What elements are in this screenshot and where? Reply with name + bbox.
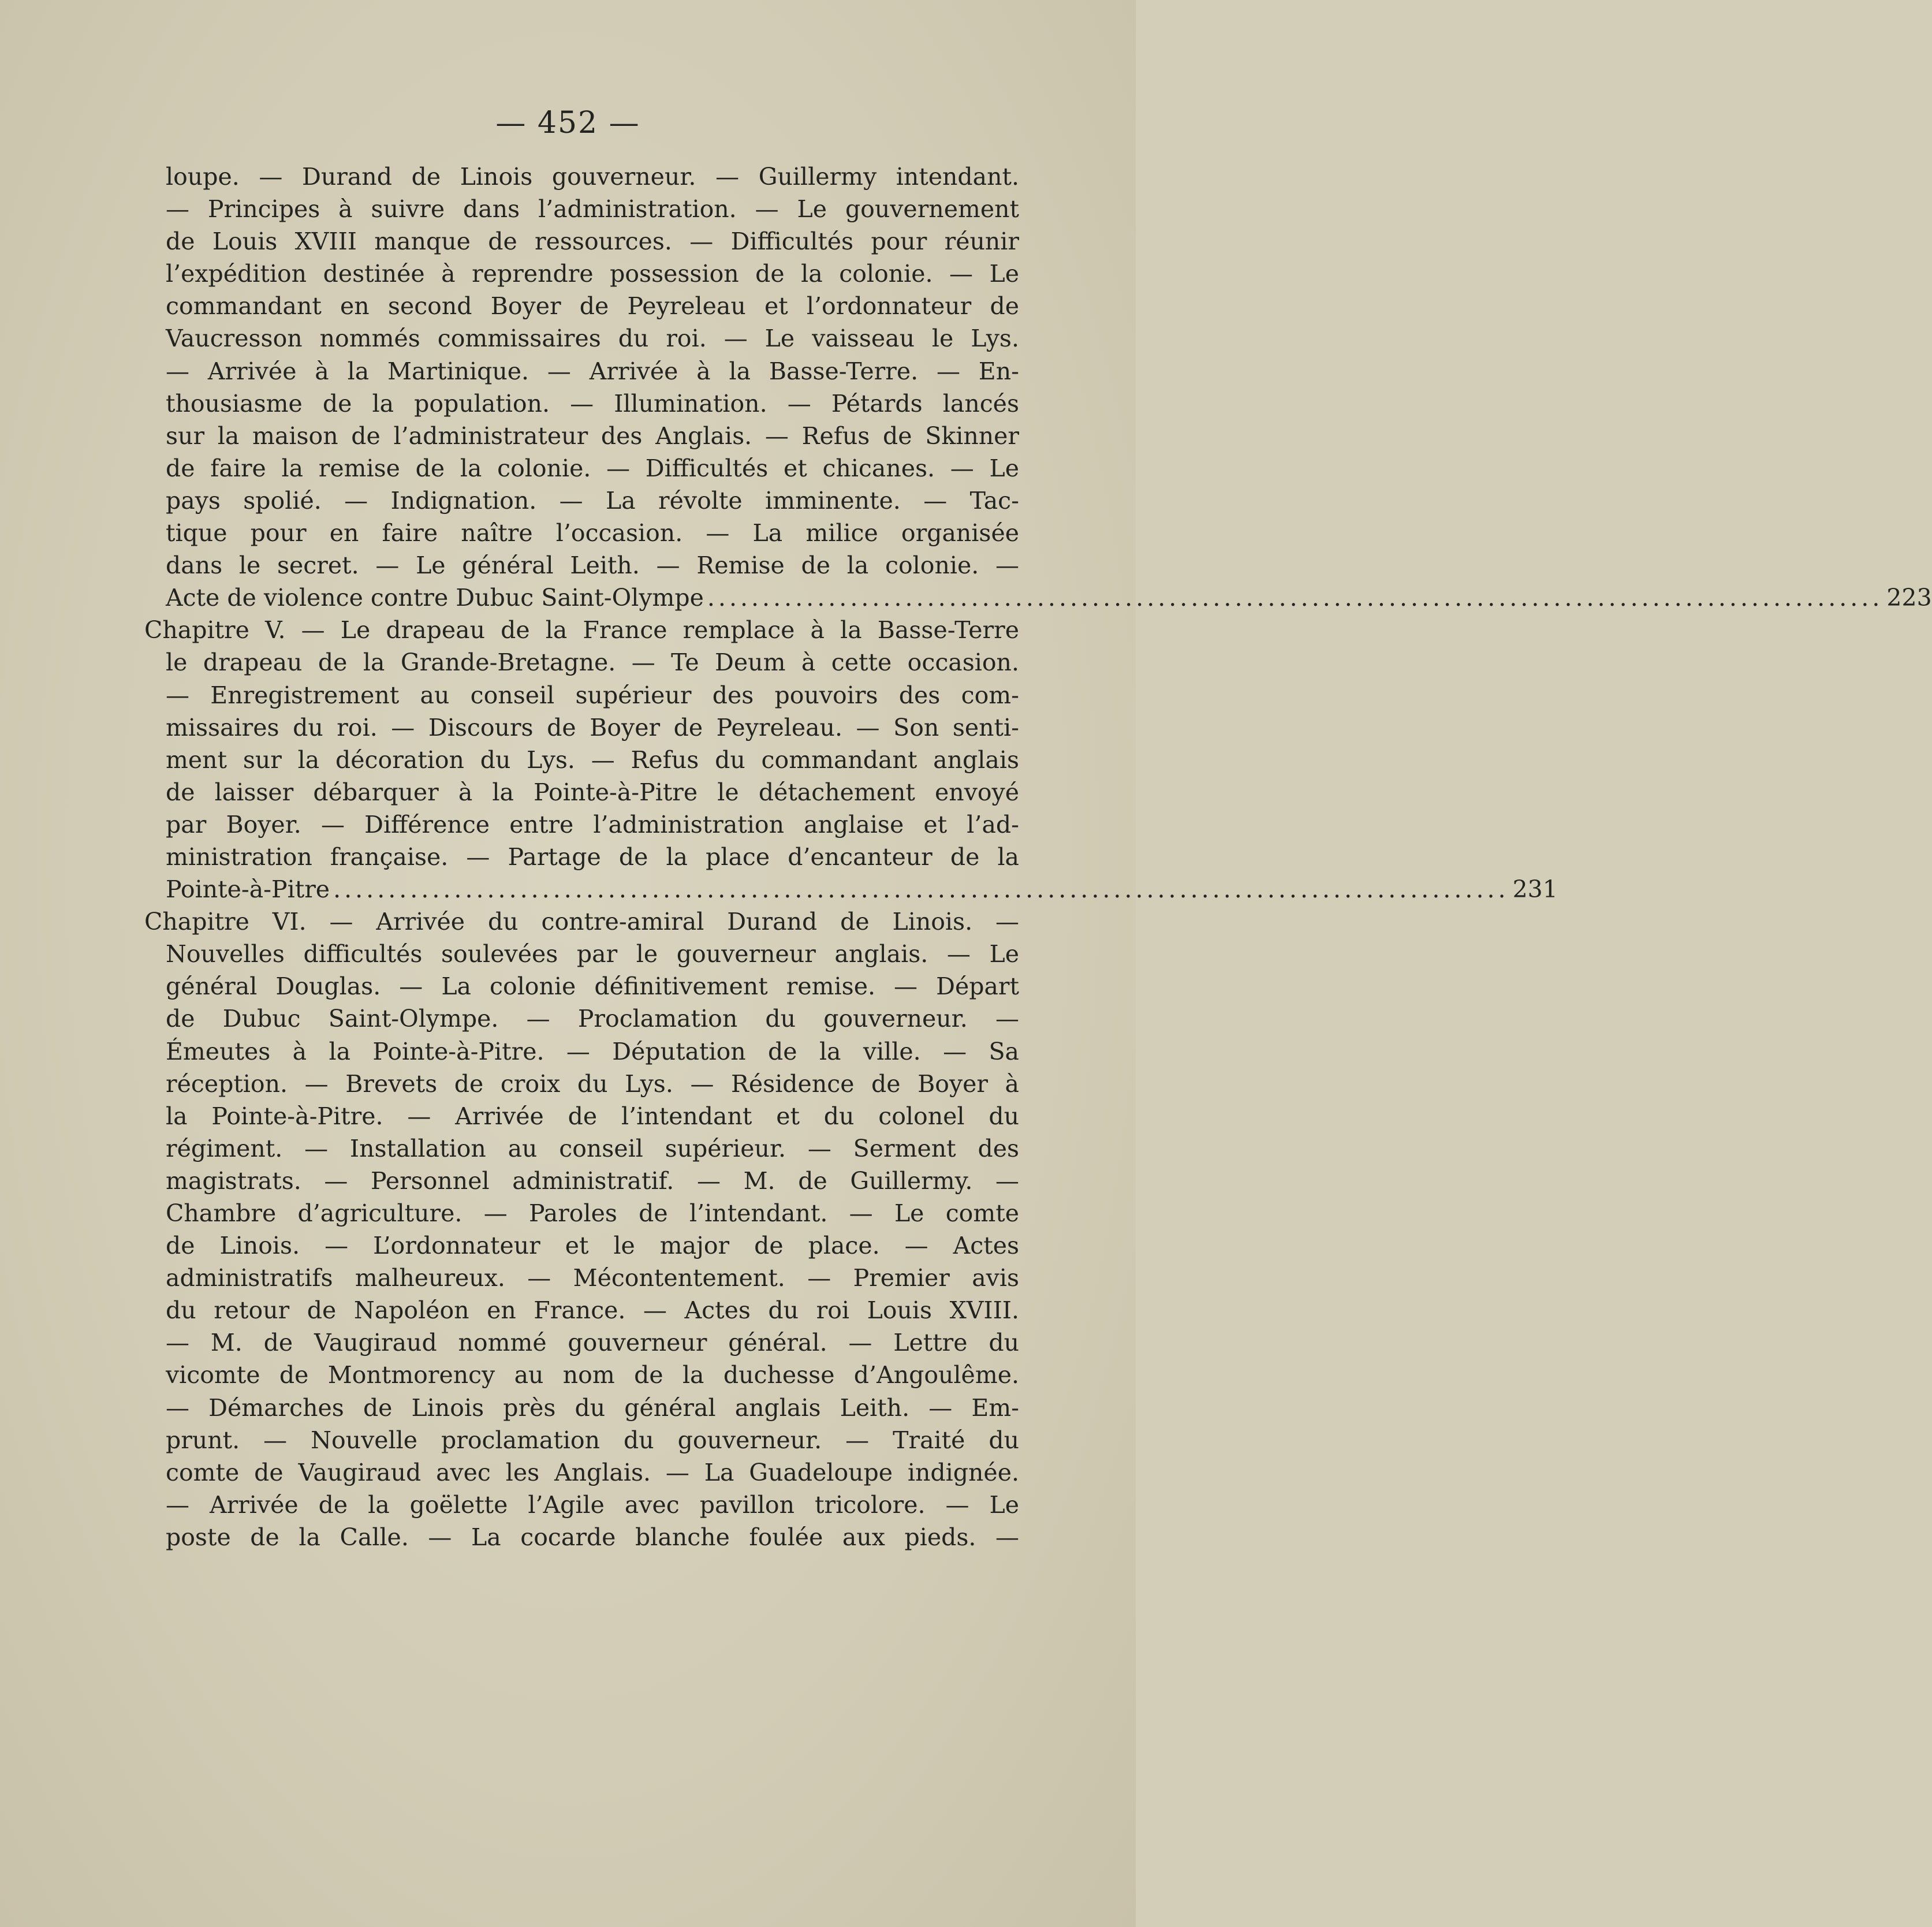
toc-line: Émeutes à la Pointe-à-Pitre. — Députation de la ville. — Sa <box>166 1037 1019 1065</box>
toc-page-ref: 231 <box>1512 875 1558 904</box>
toc-line: Vaucresson nommés commissaires du roi. — Le vaisseau le Lys. <box>166 325 1019 353</box>
toc-page-ref: 223 <box>1886 584 1932 612</box>
page-number: — 452 — <box>495 106 640 140</box>
toc-line: administratifs malheureux. — Mécontentement. — Premier avis <box>166 1264 1019 1292</box>
toc-line: général Douglas. — La colonie définitivement remise. — Départ <box>166 972 1019 1001</box>
toc-line: la Pointe-à-Pitre. — Arrivée de l’intendant et du colonel du <box>166 1102 1019 1130</box>
toc-line: par Boyer. — Différence entre l’administration anglaise et l’ad- <box>166 810 1019 838</box>
toc-line: l’expédition destinée à reprendre possession de la colonie. — Le <box>166 260 1019 288</box>
toc-line: du retour de Napoléon en France. — Actes du roi Louis XVIII. <box>166 1296 1019 1325</box>
toc-line: sur la maison de l’administrateur des Anglais. — Refus de Skinner <box>166 422 1019 450</box>
toc-line: loupe. — Durand de Linois gouverneur. — Guillermy intendant. <box>166 163 1019 191</box>
toc-line: thousiasme de la population. — Illumination. — Pétards lancés <box>166 389 1019 418</box>
toc-line: comte de Vaugiraud avec les Anglais. — La Guadeloupe indignée. <box>166 1458 1019 1486</box>
toc-line: pays spolié. — Indignation. — La révolte imminente. — Tac- <box>166 486 1019 515</box>
toc-line: Chambre d’agriculture. — Paroles de l’intendant. — Le comte <box>166 1199 1019 1227</box>
toc-line: de faire la remise de la colonie. — Difficultés et chicanes. — Le <box>166 454 1019 482</box>
toc-line: prunt. — Nouvelle proclamation du gouverneur. — Traité du <box>166 1426 1019 1454</box>
toc-line: de Dubuc Saint-Olympe. — Proclamation du gouverneur. — <box>166 1005 1019 1033</box>
toc-entry-text: Pointe-à-Pitre <box>166 875 330 904</box>
toc-line: missaires du roi. — Discours de Boyer de Peyreleau. — Son senti- <box>166 713 1019 741</box>
toc-line: commandant en second Boyer de Peyreleau et l’ordonnateur de <box>166 292 1019 320</box>
toc-line: dans le secret. — Le général Leith. — Remise de la colonie. — <box>166 551 1019 580</box>
toc-line: de Louis XVIII manque de ressources. — Difficultés pour réunir <box>166 228 1019 256</box>
table-of-contents <box>144 161 1932 1553</box>
toc-line: ministration française. — Partage de la place d’encanteur de la <box>166 843 1019 871</box>
toc-line: le drapeau de la Grande-Bretagne. — Te Deum à cette occasion. <box>166 648 1019 677</box>
toc-line: — Enregistrement au conseil supérieur des pouvoirs des com- <box>166 681 1019 709</box>
toc-line: Nouvelles difficultés soulevées par le gouverneur anglais. — Le <box>166 940 1019 968</box>
toc-line: de laisser débarquer à la Pointe-à-Pitre le détachement envoyé <box>166 778 1019 806</box>
toc-entry-text: Acte de violence contre Dubuc Saint-Olympe <box>166 584 704 612</box>
leader-dots: ........................................................................................................... <box>707 584 1883 612</box>
chapter-heading: Chapitre V. — Le drapeau de la France remplace à la Basse-Terre <box>144 616 1019 644</box>
toc-line: vicomte de Montmorency au nom de la duchesse d’Angoulême. <box>166 1361 1019 1389</box>
toc-line: — Principes à suivre dans l’administration. — Le gouvernement <box>166 195 1019 223</box>
toc-line: réception. — Brevets de croix du Lys. — Résidence de Boyer à <box>166 1069 1019 1098</box>
leader-dots: ........................................................................................................... <box>333 875 1509 904</box>
toc-entry-last-line <box>144 582 1932 614</box>
toc-line: — Arrivée à la Martinique. — Arrivée à la Basse-Terre. — En- <box>166 357 1019 385</box>
chapter-heading: Chapitre VI. — Arrivée du contre-amiral Durand de Linois. — <box>144 908 1019 936</box>
toc-line: poste de la Calle. — La cocarde blanche foulée aux pieds. — <box>166 1523 1019 1551</box>
toc-line: ment sur la décoration du Lys. — Refus du commandant anglais <box>166 746 1019 774</box>
toc-line: magistrats. — Personnel administratif. — M. de Guillermy. — <box>166 1166 1019 1195</box>
toc-line: — Arrivée de la goëlette l’Agile avec pavillon tricolore. — Le <box>166 1490 1019 1519</box>
toc-line: tique pour en faire naître l’occasion. — La milice organisée <box>166 519 1019 547</box>
toc-line: de Linois. — L’ordonnateur et le major de place. — Actes <box>166 1232 1019 1260</box>
toc-line: — M. de Vaugiraud nommé gouverneur général. — Lettre du <box>166 1329 1019 1357</box>
toc-entry-last-line <box>144 873 1558 905</box>
toc-line: régiment. — Installation au conseil supérieur. — Serment des <box>166 1134 1019 1162</box>
toc-line: — Démarches de Linois près du général anglais Leith. — Em- <box>166 1393 1019 1422</box>
